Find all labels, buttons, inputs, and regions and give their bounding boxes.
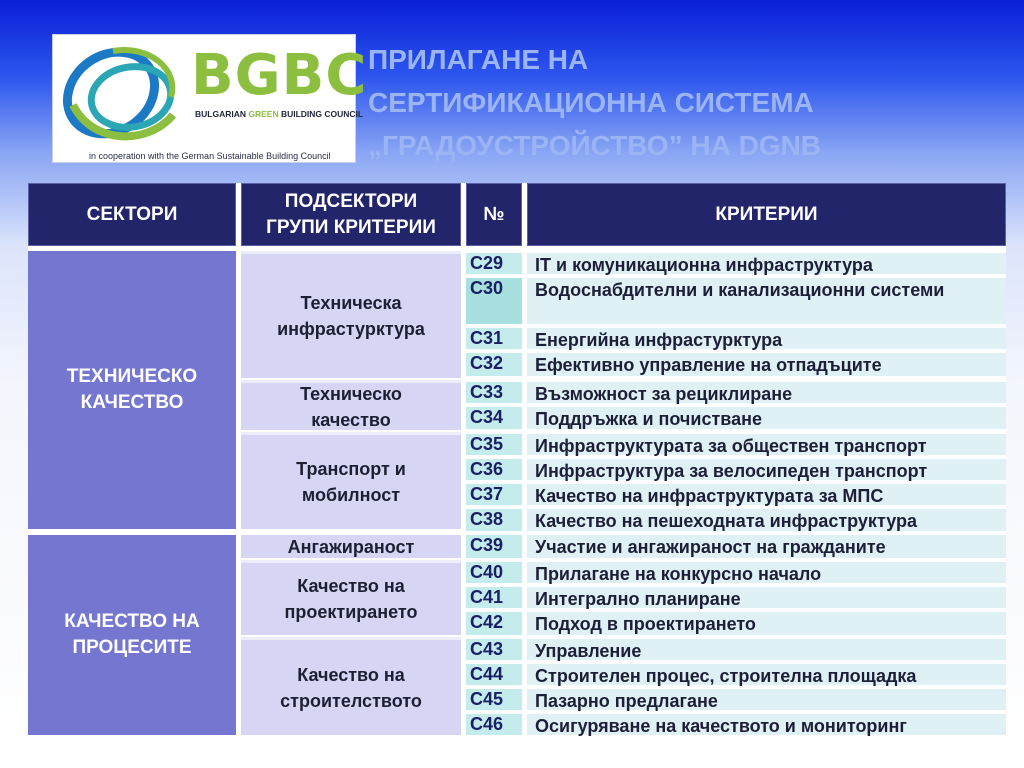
criterion-text: Възможност за рециклиране	[527, 380, 1006, 403]
criterion-code: C40	[466, 560, 522, 583]
logo-brand-text: BGBC	[191, 43, 368, 108]
criterion-code: C42	[466, 610, 522, 635]
criteria-table	[28, 183, 1006, 735]
sector-label-line-2: ПРОЦЕСИТЕ	[72, 637, 192, 658]
criterion-code: C29	[466, 251, 522, 274]
sector-label-line-2: КАЧЕСТВО	[80, 392, 184, 413]
criterion-text: Инфраструктура за велосипеден транспорт	[527, 457, 1006, 480]
title-line-2: СЕРТИФИКАЦИОННА СИСТЕМА	[368, 87, 814, 118]
sector-label-line-1: ТЕХНИЧЕСКО	[66, 366, 198, 387]
criterion-code: C31	[466, 326, 522, 349]
title-line-3: „ГРАДОУСТРОЙСТВО” НА DGNB	[368, 130, 822, 161]
header-criteria: КРИТЕРИИ	[527, 183, 1006, 246]
subsector-label-line-2: инфрастурктура	[277, 319, 425, 339]
subsector-label-line-2: проектирането	[284, 602, 418, 622]
subsector-label-line-1: Транспорт и	[296, 459, 406, 479]
criterion-text: Управление	[527, 637, 1006, 660]
criterion-text: Инфраструктурата за обществен транспорт	[527, 432, 1006, 455]
header-subsectors-line-1: ПОДСЕКТОРИ	[284, 190, 418, 212]
criterion-text: Осигуряване на качеството и мониторинг	[527, 712, 1006, 735]
header-sectors: СЕКТОРИ	[28, 183, 236, 246]
subsector-label-line-1: Качество на	[297, 576, 405, 596]
sector-technical-quality	[28, 251, 236, 529]
logo-cooperation-text: in cooperation with the German Sustainable Building Council	[89, 151, 331, 161]
subsector-label-line-1: Техническа	[300, 293, 402, 313]
criterion-text: Ефективно управление на отпадъците	[527, 351, 1006, 376]
subsector-label-line-1: Качество на	[297, 664, 405, 685]
subsector-construction-quality	[241, 637, 461, 735]
criterion-text: Участие и ангажираност на гражданите	[527, 535, 1006, 558]
subsector-design-quality	[241, 560, 461, 635]
page-title	[368, 38, 821, 167]
criterion-code: C43	[466, 637, 522, 660]
criterion-text: Подход в проектирането	[527, 610, 1006, 635]
criterion-code: C35	[466, 432, 522, 455]
subsector-engagement	[241, 535, 461, 558]
criterion-text: Качество на пешеходната инфраструктура	[527, 507, 1006, 531]
subsector-technical-infrastructure	[241, 251, 461, 378]
criterion-code: C30	[466, 276, 522, 324]
criterion-code: C37	[466, 482, 522, 505]
criterion-text: Прилагане на конкурсно начало	[527, 560, 1006, 583]
header-subsectors	[241, 183, 461, 246]
criterion-text: Строителен процес, строителна площадка	[527, 662, 1006, 685]
criterion-code: C44	[466, 662, 522, 685]
sector-process-quality	[28, 535, 236, 735]
criterion-text: Поддръжка и почистване	[527, 405, 1006, 429]
header-subsectors-line-2: ГРУПИ КРИТЕРИИ	[266, 216, 436, 238]
criterion-code: C39	[466, 535, 522, 558]
subsector-label-line-2: качество	[311, 409, 391, 430]
subsector-label-line-2: мобилност	[301, 485, 401, 505]
criterion-code: C45	[466, 687, 522, 710]
criterion-code: C46	[466, 712, 522, 735]
subsector-label-line-1: Ангажираност	[287, 536, 415, 557]
criterion-code: C38	[466, 507, 522, 531]
criterion-text: IT и комуникационна инфраструктура	[527, 251, 1006, 274]
subsector-label-line-1: Техническо	[300, 383, 402, 404]
criterion-text: Водоснабдителни и канализационни системи	[527, 276, 1006, 324]
subsector-transport-mobility	[241, 432, 461, 529]
criterion-text: Пазарно предлагане	[527, 687, 1006, 710]
criterion-code: C32	[466, 351, 522, 376]
subsector-technical-quality	[241, 380, 461, 430]
criterion-text: Енергийна инфрастурктура	[527, 326, 1006, 349]
criterion-code: C34	[466, 405, 522, 429]
subsector-label-line-2: строителството	[280, 690, 422, 711]
criterion-text: Качество на инфраструктурата за МПС	[527, 482, 1006, 505]
bgbc-logo	[52, 34, 368, 163]
header-number: №	[466, 183, 522, 246]
bgbc-swirl-icon	[53, 35, 193, 155]
sector-label-line-1: КАЧЕСТВО НА	[64, 611, 200, 632]
criterion-code: C33	[466, 380, 522, 403]
title-line-1: ПРИЛАГАНЕ НА	[368, 44, 589, 75]
criterion-code: C36	[466, 457, 522, 480]
logo-council-text: BULGARIAN GREEN BUILDING COUNCIL	[195, 109, 364, 119]
criterion-code: C41	[466, 585, 522, 608]
criterion-text: Интегрално планиране	[527, 585, 1006, 608]
